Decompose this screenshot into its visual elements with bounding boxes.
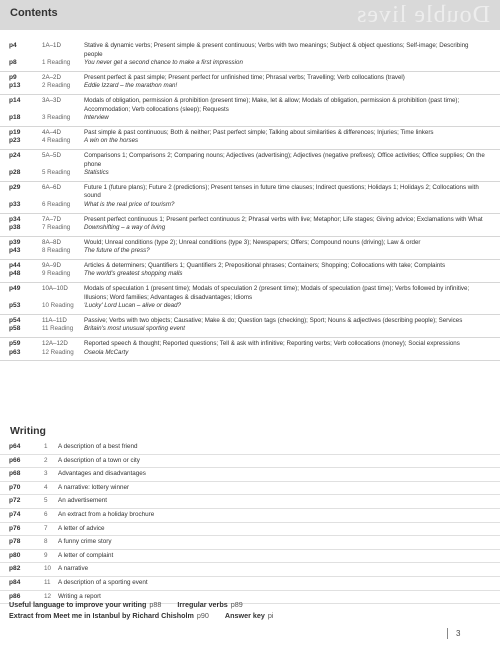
writing-description: A description of a sporting event <box>58 578 148 586</box>
unit-code: 4A–4D <box>42 128 61 136</box>
writing-number: 3 <box>44 470 48 478</box>
row-description: Would; Unreal conditions (type 2); Unreal conditions (type 3); Newspapers; Offers; Compound nouns (driving); Law & order <box>84 238 421 246</box>
writing-item[interactable] <box>0 523 500 537</box>
page-number: 3 <box>456 629 461 638</box>
writing-item[interactable] <box>0 482 500 496</box>
row-description: Comparisons 1; Comparisons 2; Comparing nouns; Adjectives (advertising); Adjectives (negative prefixes); Office activities; Office supplies; On the phone <box>84 151 485 168</box>
reading-row[interactable] <box>0 224 500 233</box>
reading-row[interactable] <box>0 349 500 358</box>
writing-item[interactable] <box>0 441 500 455</box>
lesson-row[interactable] <box>0 184 500 201</box>
unit-code: 7A–7D <box>42 215 61 223</box>
row-description: Modals of speculation 1 (present time); Modals of speculation 2 (present time); Modals of speculation (past time); Verbs followed by infinitive; Illusions; Word families; Advantages & disadvantages; Idioms <box>84 285 470 301</box>
reading-row[interactable] <box>0 137 500 146</box>
writing-page: p78 <box>9 538 21 546</box>
writing-number: 7 <box>44 524 48 532</box>
writing-description: A description of a best friend <box>58 443 138 450</box>
row-description: Downshifting – a way of living <box>84 224 166 232</box>
writing-page: p84 <box>9 578 21 586</box>
reading-row[interactable] <box>0 201 500 210</box>
unit-code: 4 Reading <box>42 137 71 145</box>
page-number-label: p19 <box>9 128 21 136</box>
row-description: The future of the press? <box>84 247 150 255</box>
row-description: What is the real price of tourism? <box>84 200 175 208</box>
unit-block <box>0 315 500 338</box>
page-number-label: p63 <box>9 348 21 356</box>
lesson-row[interactable] <box>0 152 500 169</box>
reading-row[interactable] <box>0 270 500 279</box>
row-description: Present perfect & past simple; Present perfect for unfinished time; Phrasal verbs; Travelling; Verb collocations (travel) <box>84 73 405 81</box>
writing-number: 9 <box>44 551 48 559</box>
page-number-label: p34 <box>9 215 21 223</box>
page-number-label: p59 <box>9 340 21 348</box>
unit-block <box>0 260 500 283</box>
lesson-row[interactable] <box>0 239 500 248</box>
unit-block <box>0 40 500 72</box>
page-number-label: p54 <box>9 316 21 324</box>
unit-block <box>0 182 500 214</box>
row-description: Reported speech & thought; Reported questions; Tell & ask with infinitive; Reporting verbs; Verb collocations (money); Social expressions <box>84 340 460 348</box>
writing-description: An advertisement <box>58 497 108 505</box>
unit-code: 5A–5D <box>42 151 61 159</box>
units-table <box>0 40 500 361</box>
writing-number: 10 <box>44 565 52 573</box>
page-number-label: p58 <box>9 325 21 333</box>
unit-code: 8 Reading <box>42 247 71 255</box>
unit-code: 8A–8D <box>42 238 61 246</box>
reading-row[interactable] <box>0 169 500 178</box>
row-description: Modals of obligation, permission & prohibition (present time); Make, let & allow; Modals of obligation, permission & prohibition (past time); Accommodation; Verb collocations (sleep); Requests <box>84 96 460 113</box>
row-description: A win on the horses <box>84 137 139 145</box>
writing-number: 12 <box>44 592 52 600</box>
row-description: Oseola McCarty <box>84 348 129 356</box>
page-number-label: p13 <box>9 82 21 90</box>
unit-block <box>0 150 500 182</box>
row-description: The world's greatest shopping malls <box>84 270 183 278</box>
unit-block <box>0 214 500 237</box>
writing-page: p76 <box>9 524 21 532</box>
row-description: Britain's most unusual sporting event <box>84 325 185 333</box>
row-description: Past simple & past continuous; Both & neither; Past perfect simple; Talking about similarities & differences; Injuries; Time linkers <box>84 128 434 136</box>
lesson-row[interactable] <box>0 74 500 83</box>
unit-code: 10 Reading <box>42 302 74 310</box>
lesson-row[interactable] <box>0 340 500 349</box>
page-number-divider <box>447 628 448 639</box>
writing-item[interactable] <box>0 577 500 591</box>
row-description: Statistics <box>84 169 109 177</box>
writing-page: p80 <box>9 551 21 559</box>
page-number-label: p33 <box>9 200 21 208</box>
writing-item[interactable] <box>0 563 500 577</box>
writing-page: p72 <box>9 497 21 505</box>
row-description: Passive; Verbs with two objects; Causative; Make & do; Question tags (checking); Sport; Nouns & adjectives (describing people); Services <box>84 316 463 324</box>
unit-code: 12A–12D <box>42 340 68 348</box>
writing-number: 8 <box>44 538 48 546</box>
unit-code: 7 Reading <box>42 224 71 232</box>
page-number-label: p38 <box>9 224 21 232</box>
unit-code: 9A–9D <box>42 261 61 269</box>
writing-description: A narrative <box>58 565 89 573</box>
page-number-label: p53 <box>9 302 21 310</box>
writing-description: A narrative: lottery winner <box>58 483 130 491</box>
unit-block <box>0 283 500 315</box>
page-number-label: p39 <box>9 238 21 246</box>
unit-code: 6 Reading <box>42 200 71 208</box>
writing-description: A letter of complaint <box>58 551 114 559</box>
unit-code: 6A–6D <box>42 183 61 191</box>
writing-number: 1 <box>44 443 48 450</box>
unit-code: 3A–3D <box>42 96 61 104</box>
page-number-label: p24 <box>9 151 21 159</box>
unit-code: 2A–2D <box>42 73 61 81</box>
page-number-label: p8 <box>9 59 17 67</box>
lesson-row[interactable] <box>0 317 500 326</box>
row-description: Future 1 (future plans); Future 2 (predictions); Present tenses in future time clauses; Indirect questions; Holidays 1; Holidays 2; Collocations with sound <box>84 183 479 200</box>
page-number-label: p28 <box>9 169 21 177</box>
page-number-label: p4 <box>9 42 17 49</box>
irregular-verbs-page: p89 <box>230 600 243 609</box>
writing-description: An extract from a holiday brochure <box>58 510 155 518</box>
writing-description: A funny crime story <box>58 538 112 546</box>
row-description: Present perfect continuous 1; Present perfect continuous 2; Phrasal verbs with live; Metaphor; Life stages; Giving advice; Exclamations with What <box>84 215 483 223</box>
writing-item[interactable] <box>0 495 500 509</box>
writing-number: 6 <box>44 510 48 518</box>
writing-description: A description of a town or city <box>58 456 140 464</box>
page-number-label: p9 <box>9 73 17 81</box>
page-number-label: p23 <box>9 137 21 145</box>
page-number-label: p14 <box>9 96 21 104</box>
unit-code: 3 Reading <box>42 114 71 122</box>
writing-page: p74 <box>9 510 21 518</box>
extract-link[interactable]: Extract from Meet me in Istanbul by Richard Chisholm <box>9 611 194 620</box>
unit-block <box>0 95 500 127</box>
writing-page: p82 <box>9 565 21 573</box>
row-description: You never get a second chance to make a first impression <box>84 59 243 67</box>
reading-row[interactable] <box>0 325 500 334</box>
unit-code: 11 Reading <box>42 325 74 333</box>
unit-code: 12 Reading <box>42 348 74 356</box>
footer-line-1 <box>9 600 243 609</box>
unit-block <box>0 338 500 361</box>
answer-key-link[interactable]: Answer key <box>224 611 265 620</box>
contents-header-bar <box>0 0 500 30</box>
useful-language-link[interactable]: Useful language to improve your writing <box>9 600 147 609</box>
unit-code: 11A–11D <box>42 316 67 324</box>
writing-page: p64 <box>9 443 21 450</box>
writing-page: p70 <box>9 483 21 491</box>
writing-item[interactable] <box>0 468 500 482</box>
footer-line-2 <box>9 611 273 620</box>
lesson-row[interactable] <box>0 42 500 59</box>
writing-title: Writing <box>10 425 46 437</box>
writing-item[interactable] <box>0 509 500 523</box>
unit-code: 1A–1D <box>42 42 61 49</box>
page-number-label: p29 <box>9 183 21 191</box>
writing-number: 11 <box>44 578 51 586</box>
writing-description: A letter of advice <box>58 524 105 532</box>
reading-row[interactable] <box>0 114 500 123</box>
writing-number: 2 <box>44 456 48 464</box>
row-description: Interview <box>84 114 109 122</box>
unit-code: 10A–10D <box>42 285 68 293</box>
lesson-row[interactable] <box>0 216 500 225</box>
lesson-row[interactable] <box>0 285 500 302</box>
writing-page: p68 <box>9 470 21 478</box>
reading-row[interactable] <box>0 302 500 311</box>
lesson-row[interactable] <box>0 129 500 138</box>
useful-language-page: p88 <box>149 600 162 609</box>
writing-item[interactable] <box>0 455 500 469</box>
writing-list <box>0 441 500 604</box>
lesson-row[interactable] <box>0 97 500 114</box>
contents-title: Contents <box>10 7 58 19</box>
unit-code: 1 Reading <box>42 59 71 67</box>
extract-page: p90 <box>196 611 209 620</box>
writing-number: 4 <box>44 483 48 491</box>
reading-row[interactable] <box>0 247 500 256</box>
lesson-row[interactable] <box>0 262 500 271</box>
writing-number: 5 <box>44 497 48 505</box>
unit-code: 2 Reading <box>42 82 71 90</box>
page-number-label: p44 <box>9 261 21 269</box>
unit-code: 9 Reading <box>42 270 71 278</box>
writing-description: Advantages and disadvantages <box>58 470 146 478</box>
page-number-label: p43 <box>9 247 21 255</box>
writing-page: p86 <box>9 592 21 600</box>
page-number-label: p48 <box>9 270 21 278</box>
row-description: 'Lucky' Lord Lucan – alive or dead? <box>84 302 181 310</box>
irregular-verbs-link[interactable]: Irregular verbs <box>177 600 228 609</box>
unit-block <box>0 72 500 95</box>
reading-row[interactable] <box>0 59 500 68</box>
writing-item[interactable] <box>0 536 500 550</box>
writing-description: Writing a report <box>58 592 101 600</box>
unit-block <box>0 237 500 260</box>
row-description: Eddie Izzard – the marathon man! <box>84 82 178 90</box>
row-description: Stative & dynamic verbs; Present simple & present continuous; Verbs with two meanings; Subject & object questions; Self-image; Describing people <box>84 42 469 58</box>
page-number-label: p18 <box>9 114 21 122</box>
writing-page: p66 <box>9 456 21 464</box>
page-number-label: p49 <box>9 285 21 293</box>
reading-row[interactable] <box>0 82 500 91</box>
writing-item[interactable] <box>0 550 500 564</box>
unit-code: 5 Reading <box>42 169 71 177</box>
answer-key-page: pi <box>267 611 274 620</box>
unit-block <box>0 127 500 150</box>
background-title: Double lives <box>356 2 490 28</box>
row-description: Articles & determiners; Quantifiers 1; Quantifiers 2; Prepositional phrases; Containers; Shopping; Collocations with take; Complaints <box>84 261 446 269</box>
